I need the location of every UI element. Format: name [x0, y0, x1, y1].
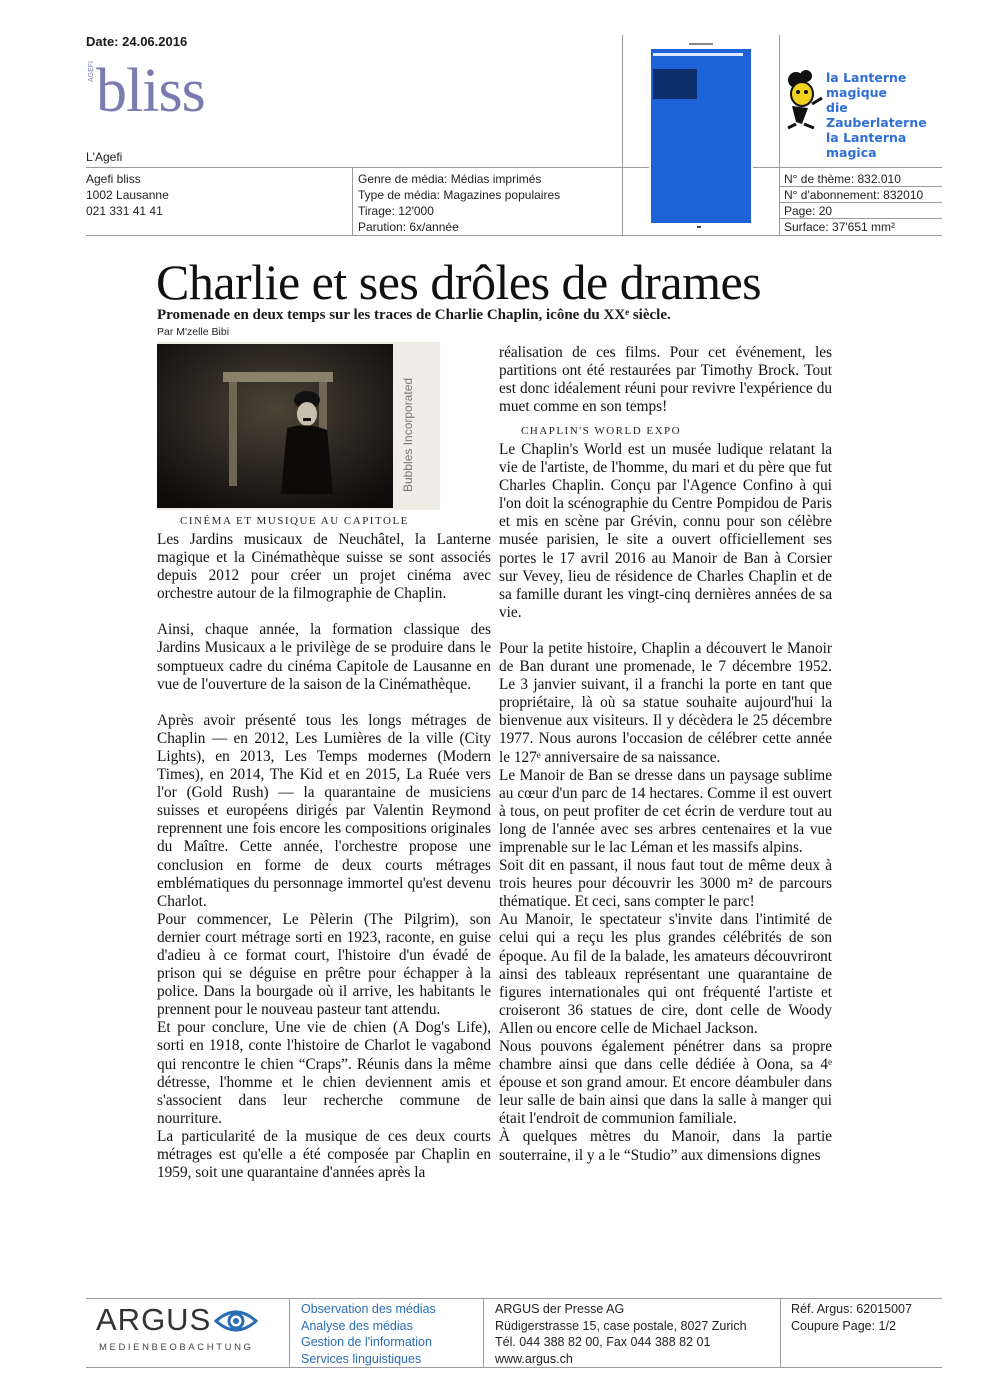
publication-logo-small: AGEFI — [88, 60, 95, 82]
publication-logo — [86, 58, 236, 132]
paragraph: Le Manoir de Ban se dresse dans un paysage sublime au cœur d'un parc de 14 hectares. Comme il est ouvert à tous, on peut profiter de cet écrin de verdure tout au long de l'année avec ses arbres centenaires et la vue imprenable sur le lac Léman et les massifs alpins. — [499, 766, 832, 856]
argus-logo-text: ARGUS — [96, 1302, 212, 1337]
theme-rule — [780, 218, 942, 219]
paragraph: Ainsi, chaque année, la formation classique des Jardins Musicaux a le privilège de se produire dans le somptueux cadre du cinéma Capitole de Lausanne en vue de l'ouverture de la saison de la Cinémathèque. — [157, 621, 491, 693]
address-line: 1002 Lausanne — [86, 188, 169, 202]
paragraph: réalisation de ces films. Pour cet événement, les partitions ont été restaurées par Timothy Brock. Tout est donc idéalement réuni pour revivre l'expérience du muet comme en son temps! — [499, 344, 832, 416]
chaplin-photo-image — [157, 344, 393, 508]
client-logo-line: la Lanterne magique — [826, 70, 907, 100]
footer-rule-top — [86, 1298, 942, 1299]
client-logo-line: la Lanterna magica — [826, 130, 907, 160]
company-line: Tél. 044 388 82 00, Fax 044 388 82 01 — [495, 1335, 711, 1349]
argus-services — [301, 1301, 436, 1367]
publication-name: L'Agefi — [86, 150, 123, 164]
company-line: www.argus.ch — [495, 1351, 573, 1366]
footer-rule-bottom — [86, 1367, 942, 1368]
service-item: Analyse des médias — [301, 1318, 413, 1333]
paragraph: Au Manoir, le spectateur s'invite dans l'intimité de celui qui a reçu les plus grandes célébrités de son époque. Au fil de la balade, les amateurs découvriront ainsi des tableaux représentant une quarantaine de figures internationales qui ont fréquenté l'artiste et croiseront 36 statues de cire, dont celle de Woody Allen ou encore celle de Michael Jackson. — [499, 911, 832, 1037]
paragraph: La particularité de la musique de ces deux courts métrages est qu'elle a été composée par Chaplin en 1959, soit une quarantaine d'années après la — [157, 1127, 491, 1182]
client-logo-line: die Zauberlaterne — [826, 100, 927, 130]
header-rule-bottom — [86, 235, 942, 236]
theme-line: N° de thème: 832.010 — [784, 172, 901, 186]
address-line: Agefi bliss — [86, 172, 141, 186]
argus-reference — [791, 1301, 912, 1334]
article-byline: Par M'zelle Bibi — [157, 326, 230, 338]
article-photo — [157, 342, 440, 510]
address-line: 021 331 41 41 — [86, 204, 163, 218]
media-line: Parution: 6x/année — [358, 220, 459, 234]
company-line: Rüdigerstrasse 15, case postale, 8027 Zurich — [495, 1318, 747, 1333]
paragraph: Le Chaplin's World est un musée ludique relatant la vie de l'artiste, de l'homme, du mari et du père que fut Charles Chaplin. Conçu par l'Agence Confino à qui l'on doit la scénographie du Centre Pompidou de Paris et mis en scène par Grévin, connu pour son célèbre musée parisien, le site a ouvert officiellement ses portes le 17 avril 2016 au Manoir de Ban à Corsier sur Vevey, lieu de résidence de Charles Chaplin et de sa famille durant les vingt-cinq dernières années de sa vie. — [499, 441, 832, 621]
footer-divider — [289, 1298, 290, 1367]
media-line: Genre de média: Médias imprimés — [358, 172, 542, 186]
argus-logo-subtitle: MEDIENBEOBACHTUNG — [99, 1342, 254, 1353]
theme-info — [784, 171, 923, 235]
paragraph: Pour commencer, Le Pèlerin (The Pilgrim), son dernier court métrage sorti en 1923, raconte, en guise d'adieu à ce format court, l'histoire d'un évadé de prison qui se déguise en prêtre pour échapper à la police. Dans la bourgade où il arrive, les habitants le prennent pour le nouveau pasteur tant attendu. — [157, 910, 491, 1019]
article-column-left — [157, 531, 491, 1182]
theme-line: Surface: 37'651 mm² — [784, 220, 896, 234]
article-column-right — [499, 441, 832, 1165]
page-thumbnail — [622, 35, 780, 235]
argus-address — [495, 1301, 747, 1367]
header-divider — [352, 167, 353, 235]
date: Date: 24.06.2016 — [86, 34, 188, 49]
service-item: Observation des médias — [301, 1302, 436, 1316]
publication-logo-text: bliss — [96, 57, 205, 125]
photo-credit: Bubbles Incorporated — [401, 377, 415, 492]
media-line: Type de média: Magazines populaires — [358, 188, 561, 202]
argus-logo — [96, 1302, 266, 1362]
media-info — [358, 171, 560, 235]
theme-rule — [780, 186, 942, 187]
section-heading: CHAPLIN'S WORLD EXPO — [521, 425, 682, 437]
paragraph: Et pour conclure, Une vie de chien (A Dog's Life), sorti en 1918, conte l'histoire de Charlot le vagabond qui rencontre le chien “Craps”. Réunis dans la même détresse, l'homme et le chien deviennent amis et s'associent dans leur recherche commune de nourriture. — [157, 1019, 491, 1127]
theme-line: Page: 20 — [784, 204, 833, 218]
article-title: Charlie et ses drôles de drames — [156, 254, 762, 310]
company-line: ARGUS der Presse AG — [495, 1302, 625, 1316]
paragraph: Les Jardins musicaux de Neuchâtel, la Lanterne magique et la Cinémathèque suisse se sont associés depuis 2012 pour créer un projet cinéma avec orchestre autour de la filmographie de Chaplin. — [157, 531, 491, 603]
publisher-address — [86, 171, 169, 219]
theme-line: N° d'abonnement: 832010 — [784, 188, 924, 202]
footer-divider — [483, 1298, 484, 1367]
section-heading: CINÉMA ET MUSIQUE AU CAPITOLE — [180, 515, 409, 527]
media-line: Tirage: 12'000 — [358, 204, 434, 218]
eye-icon — [214, 1306, 258, 1336]
theme-rule — [780, 202, 942, 203]
article-subtitle: Promenade en deux temps sur les traces de Charlie Chaplin, icône du XXᵉ siècle. — [157, 307, 671, 323]
paragraph: Pour la petite histoire, Chaplin a découvert le Manoir de Ban durant une promenade, le 7 décembre 1952. Le 3 janvier suivant, il a franchi la porte en tant que propriétaire, là où sa statue souhaite aujourd'hui la bienvenue aux visiteurs. Il y décèdera le 25 décembre 1977. Nous aurons l'occasion de célébrer cette année le 127ᵉ anniversaire de sa naissance. — [499, 639, 832, 766]
client-logo — [782, 68, 942, 160]
article-column-right-top — [499, 344, 832, 416]
service-item: Gestion de l'information — [301, 1335, 432, 1349]
service-item: Services linguistiques — [301, 1351, 422, 1366]
paragraph: Soit dit en passant, il nous faut tout de même deux à trois heures pour découvrir les 3000 m² de parcours thématique. Et ceci, sans compter le parc! — [499, 857, 832, 911]
mouse-mascot-icon — [782, 68, 826, 130]
paragraph: À quelques mètres du Manoir, dans la partie souterraine, il y a le “Studio” aux dimensions dignes — [499, 1128, 832, 1164]
paragraph: Nous pouvons également pénétrer dans sa propre chambre ainsi que dans celle dédiée à Oona, sa 4ᵉ épouse et son grand amour. Et encore déambuler dans leur salle de bain ainsi que dans la salle à manger qui était l'endroit de communion familiale. — [499, 1038, 832, 1128]
header-rule-top — [86, 167, 942, 168]
paragraph: Après avoir présenté tous les longs métrages de Chaplin — en 2012, Les Lumières de la ville (City Lights), en 2013, Les Temps modernes (Modern Times), en 2014, The Kid et en 2015, La Ruée vers l'or (Gold Rush) — la quarantaine de musiciens suisses et européens dirigés par Valentin Reymond reprennent une fois encore les compositions originales du Maître. Cette année, l'orchestre propose une conclusion en forme de deux courts métrages emblématiques du personnage immortel qu'est devenu Charlot. — [157, 711, 491, 910]
reference-line: Coupure Page: 1/2 — [791, 1318, 896, 1333]
footer-divider — [780, 1298, 781, 1367]
reference-line: Réf. Argus: 62015007 — [791, 1302, 912, 1316]
